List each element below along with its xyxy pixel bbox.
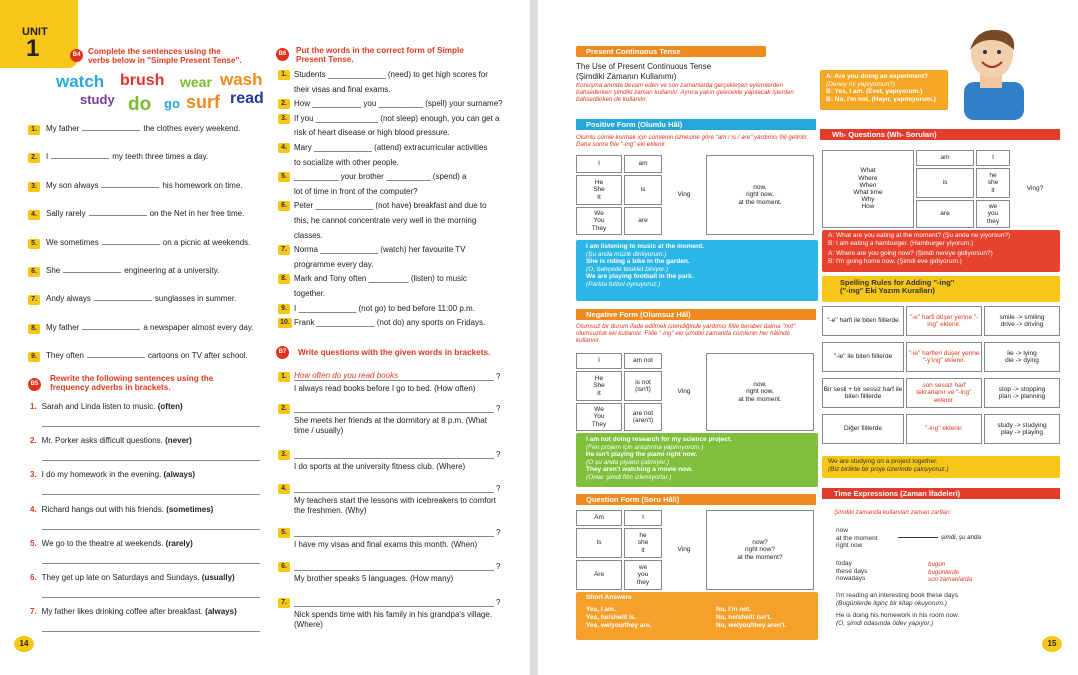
subj-we-you-they: we you they <box>976 200 1010 228</box>
item-text: Richard hangs out with his friends. <box>41 504 167 514</box>
right-page <box>538 0 1078 675</box>
blank <box>102 244 160 245</box>
verb-ing: Ving <box>664 353 704 431</box>
subj-we-you-they: we you they <box>624 560 662 590</box>
item-number: 7. <box>30 607 37 617</box>
page-number-right: 15 <box>1042 636 1062 652</box>
subj-he-she-it: He She It <box>576 371 622 401</box>
b5-item <box>30 470 262 480</box>
item-text: Students _____________ (need) to get high scores for <box>294 70 488 79</box>
subj-we-you-they: We You They <box>576 207 622 235</box>
answer-line <box>294 536 494 537</box>
answer-line <box>294 412 494 413</box>
rule-example: lie -> lying die -> dying <box>984 342 1060 372</box>
b5-item <box>30 505 262 515</box>
use-subtitle: (Şimdiki Zamanın Kullanımı) <box>576 72 677 81</box>
study-example: We are studying on a project together. (Biz birlikte bir proje üzerinde çalışıyoruz.) <box>822 456 1060 478</box>
rule-example: stop -> stopping plan -> planning <box>984 378 1060 408</box>
answer-line <box>42 597 260 598</box>
question-mark: ? <box>496 484 501 493</box>
item-text-a: She <box>46 266 61 275</box>
b5-instruction: Rewrite the following sentences using the frequency adverbs in brackets. <box>50 374 214 392</box>
item-number: 2. <box>278 99 290 109</box>
item-text-a: Sally rarely <box>46 209 86 219</box>
answer-line <box>42 426 260 427</box>
use-description: Konuşma anında devam eden ve son zamanlarda gerçekleşen eylemlerden bahsederken şimdiki zaman kullanılır. Ayrıca yakın gelecekte yapılacak işlerden bahsedilirken de kullanılır. <box>576 82 794 104</box>
item-text: Mary _____________ (attend) extracurricular activities <box>294 143 488 152</box>
item-text-b: engineering at a university. <box>124 266 220 275</box>
answer-line <box>42 563 260 564</box>
positive-bar: Positive Form (Olumlu Hâl) <box>576 119 816 130</box>
item-text: their visas and final exams. <box>294 84 391 94</box>
b4-item <box>28 266 268 277</box>
question-mark: ? <box>496 372 501 381</box>
negative-table <box>576 353 816 431</box>
item-text: We go to the theatre at weekends. <box>41 538 166 548</box>
item-number: 4. <box>278 143 290 153</box>
boy-photo <box>946 20 1036 120</box>
subj-he-she-it: He She It <box>576 175 622 205</box>
item-number: 4. <box>30 504 37 514</box>
item-text-b: a newspaper almost every day. <box>143 322 254 332</box>
subj-i: I <box>624 510 662 526</box>
item-text: this, he cannot concentrate very well in the morning <box>294 216 477 225</box>
item-number: 7. <box>28 295 40 305</box>
wh-examples: A: What are you eating at the moment? (Şu anda ne yiyorsun?) B: I am eating a hamburger. (Hamburger yiyorum.) A: Where are you going now? (Şimdi nereye gidiyorsun?) B: I'm going home now. (Şimdi eve gidiyorum.) <box>822 230 1060 272</box>
b5-item <box>30 607 262 617</box>
aux-is: is <box>624 175 662 205</box>
word-read: read <box>230 90 264 107</box>
b4-item <box>28 294 268 305</box>
item-number: 10. <box>278 318 292 328</box>
rule-action: "-ie" harfleri düşer yerine "-y'ing" eklenir. <box>906 342 982 372</box>
item-number: 5. <box>30 538 37 548</box>
answer-line <box>42 494 260 495</box>
wh-bar: Wh- Questions (Wh- Soruları) <box>820 129 1060 140</box>
item-number: 1. <box>278 70 290 80</box>
question-mark: ? <box>496 404 501 413</box>
item-number: 2. <box>278 404 290 414</box>
word-study: study <box>80 92 115 107</box>
item-number: 5. <box>28 239 40 249</box>
rule-condition: "-ie" ile biten fiillerde <box>822 342 904 372</box>
aux-are-not: are not (aren't) <box>624 403 662 431</box>
blank <box>101 187 159 188</box>
negative-description: Olumsuz bir durum ifade edilmek istendiğinde yardımcı fiille beraber daima "not" olumsuzluk eki kullanılır. Fiille "-ing" eki şimdiki zamanda cümlenin her hâlinde kullanılır. <box>576 323 796 345</box>
item-prompt: I do sports at the university fitness club. (Where) <box>294 462 466 471</box>
item-text: __________ your brother __________ (spend) a <box>294 172 467 182</box>
aux-is: Is <box>576 528 622 558</box>
item-number: 7. <box>278 245 290 255</box>
item-number: 6. <box>278 562 290 572</box>
page-number-left: 14 <box>14 636 34 652</box>
item-prompt: (sometimes) <box>166 504 214 514</box>
b5-item <box>30 573 262 583</box>
blank <box>89 215 147 216</box>
b7-badge: B7 <box>276 346 289 359</box>
item-text-a: My son always <box>46 180 99 190</box>
rule-condition: "-e" harfi ile biten fiillerde <box>822 306 904 336</box>
item-text-a: Andy always <box>46 294 91 304</box>
item-number: 6. <box>28 267 40 277</box>
item-text-a: My father <box>46 322 80 332</box>
item-text-b: sunglasses in summer. <box>154 294 237 304</box>
b5-item <box>30 402 262 412</box>
item-number: 9. <box>28 352 40 362</box>
b5-item <box>30 436 262 446</box>
item-text: Norma _____________ (watch) her favourite TV <box>294 245 466 255</box>
aux-am-not: am not <box>624 353 662 369</box>
answer-line <box>42 460 260 461</box>
question-mark: ? <box>496 450 501 459</box>
item-prompt: (always) <box>205 607 237 617</box>
item-prompt: (often) <box>157 402 183 411</box>
b5-badge: B5 <box>28 378 41 391</box>
b6-badge: B6 <box>276 48 289 61</box>
rule-action: son sessiz harf tekrarlanır ve "-ing" eklenir. <box>906 378 982 408</box>
item-prompt: (usually) <box>201 573 235 582</box>
item-text-b: on a picnic at weekends. <box>162 237 251 247</box>
item-prompt: I have my visas and final exams this month. (When) <box>294 540 478 549</box>
item-number: 6. <box>30 573 37 582</box>
item-prompt: She meets her friends at the dormitory at 8 p.m. (What time / usually) <box>294 416 487 435</box>
b4-instruction: Complete the sentences using the verbs below in "Simple Present Tense". <box>88 47 242 65</box>
answer-line <box>294 570 494 571</box>
item-prompt: My brother speaks 5 languages. (How many) <box>294 574 454 583</box>
time-group-1-tr: şimdi, şu anda <box>941 534 981 541</box>
time-expressions: now? right now? at the moment? <box>706 510 814 590</box>
time-group-1: now at the moment right now <box>836 527 878 549</box>
aux-are: are <box>624 207 662 235</box>
item-text: My father likes drinking coffee after breakfast. <box>41 607 206 617</box>
rule-condition: Diğer fiillerde <box>822 414 904 444</box>
arrow-line <box>898 537 938 538</box>
aux-am: Am <box>576 510 622 526</box>
blank <box>51 158 109 159</box>
item-number: 2. <box>30 436 37 446</box>
item-text-b: cartoons on TV after school. <box>147 351 248 361</box>
item-text: programme every day. <box>294 259 374 269</box>
item-text-a: We sometimes <box>46 237 99 247</box>
subj-he-she-it: he she it <box>624 528 662 558</box>
positive-table <box>576 155 816 235</box>
b4-item <box>28 152 268 163</box>
negative-bar: Negative Form (Olumsuz Hâl) <box>576 309 816 320</box>
item-number: 4. <box>278 484 290 494</box>
question-mark: ? <box>496 528 501 537</box>
item-text: risk of heart disease or high blood pressure. <box>294 128 450 138</box>
b5-item <box>30 539 262 549</box>
item-number: 5. <box>278 528 290 538</box>
item-text-b: on the Net in her free time. <box>149 209 245 219</box>
rule-example: study -> studying play -> playing <box>984 414 1060 444</box>
blank <box>82 130 140 131</box>
item-text: I do my homework in the evening. <box>41 470 164 480</box>
item-prompt: (always) <box>163 470 196 480</box>
item-prompt: I always read books before I go to bed. (How often) <box>294 384 476 393</box>
spelling-table <box>822 306 1060 454</box>
b6-instruction: Put the words in the correct form of Simple Present Tense. <box>296 46 464 64</box>
item-prompt: My teachers start the lessons with icebreakers to comfort the freshmen. (Why) <box>294 496 496 515</box>
item-number: 1. <box>278 372 290 382</box>
time-group-2: today these days nowadays <box>836 560 868 582</box>
item-prompt: Nick spends time with his family in his grandpa's village. (Where) <box>294 610 493 629</box>
unit-label: UNIT <box>22 26 48 38</box>
b4-item <box>28 124 268 135</box>
item-prompt: (never) <box>165 436 192 446</box>
left-page <box>0 0 530 675</box>
word-surf: surf <box>186 92 221 112</box>
verb-ing: Ving <box>664 155 704 235</box>
item-text: If you ______________ (not sleep) enough, you can get a <box>294 113 500 123</box>
item-number: 2. <box>28 153 40 163</box>
answer-line <box>294 492 494 493</box>
unit-number: 1 <box>26 35 40 62</box>
b4-item <box>28 238 268 249</box>
negative-examples: I am not doing research for my science project. (Fen projem için araştırma yapmıyorum.) He isn't playing the piano right now. (O şu anda piyano çalmıyor.) They aren't watching a movie now. (Onlar şimdi film izlemiyorlar.) <box>576 433 818 487</box>
rule-action: "-ing" eklenir. <box>906 414 982 444</box>
aux-is: is <box>916 168 974 198</box>
subj-i: I <box>976 150 1010 166</box>
verb-ing: Ving <box>664 510 704 590</box>
b7-instruction: Write questions with the given words in brackets. <box>298 348 491 357</box>
item-number: 9. <box>278 304 290 314</box>
word-do: do <box>128 94 152 115</box>
subj-we-you-they: We You They <box>576 403 622 431</box>
item-text-b: his homework on time. <box>162 180 243 190</box>
subj-he-she-it: he she it <box>976 168 1010 198</box>
question-table <box>576 510 816 590</box>
item-text: together. <box>294 289 326 298</box>
rule-action: "-e" harfi düşer yerine "-ing" eklenir. <box>906 306 982 336</box>
b4-word-cloud <box>56 70 276 116</box>
question-mark: ? <box>496 598 501 607</box>
item-text: Sarah and Linda listen to music. <box>41 402 158 411</box>
item-number: 1. <box>28 125 40 135</box>
use-title: The Use of Present Continuous Tense <box>576 62 712 71</box>
time-group-2-tr: bugün bugünlerde son zamanlarda <box>928 561 973 583</box>
aux-are: are <box>916 200 974 228</box>
item-number: 8. <box>278 274 290 284</box>
aux-am: am <box>624 155 662 173</box>
item-text: lot of time in front of the computer? <box>294 186 418 196</box>
word-brush: brush <box>120 72 165 89</box>
item-text: to socialize with other people. <box>294 157 399 167</box>
b4-item <box>28 209 268 220</box>
item-text-a: They often <box>46 351 84 361</box>
answer-line <box>294 606 494 607</box>
question-mark: ? <box>496 562 501 571</box>
item-text: How ___________ you __________ (spell) your surname? <box>294 99 503 109</box>
time-expressions: now, right now, at the moment. <box>706 155 814 235</box>
blank <box>87 357 145 358</box>
subj-i: I <box>576 353 622 369</box>
aux-is-not: is not (isn't) <box>624 371 662 401</box>
aux-am: am <box>916 150 974 166</box>
short-answers: Short Answers Yes, I am. No, I'm not. Yes, he/she/it is. No, he/she/it isn't. Yes, we/you/they are. No, we/you/they aren't. <box>576 592 818 640</box>
positive-examples: I am listening to music at the moment. (Şu anda müzik dinliyorum.) She is riding a bike in the garden. (O, bahçede bisiklet biniyor.) We are playing football in the park. (Parkta futbol oynuyoruz.) <box>576 240 818 301</box>
item-text-b: my teeth three times a day. <box>112 152 209 162</box>
time-bar: Time Expressions (Zaman İfadeleri) <box>822 488 1060 499</box>
word-go: go <box>164 96 180 111</box>
item-text-a: I <box>46 152 49 162</box>
item-text: Peter _____________ (not have) breakfast and due to <box>294 201 487 211</box>
b4-badge: B4 <box>70 49 83 62</box>
question-answer: How often do you read books <box>294 371 399 380</box>
word-watch: watch <box>56 72 105 91</box>
b4-item <box>28 323 268 334</box>
subj-i: I <box>576 155 622 173</box>
positive-description: Olumlu cümle kurmak için cümlenin öznesine göre "am / is / are" yardımcı fiili getirilir. Daha sonra fiile "-ing" eki eklenir. <box>576 134 809 149</box>
blank <box>63 272 121 273</box>
verb-ing: Ving? <box>1012 150 1058 228</box>
rule-condition: Bir sesli + bir sessiz harf ile biten fiillerde <box>822 378 904 408</box>
title-bar: Present Continuous Tense <box>576 46 766 57</box>
item-number: 3. <box>278 114 290 124</box>
wh-table <box>822 150 1058 228</box>
word-wear: wear <box>180 74 212 90</box>
item-number: 3. <box>30 470 37 480</box>
item-prompt: (rarely) <box>165 538 193 548</box>
item-text-a: My father <box>46 124 80 133</box>
item-text: Mr. Porker asks difficult questions. <box>41 436 166 446</box>
item-text: Frank _____________ (not do) any sports on Fridays. <box>294 318 486 328</box>
item-number: 6. <box>278 201 290 211</box>
answer-line <box>294 380 494 381</box>
item-text: classes. <box>294 230 323 240</box>
b4-item <box>28 351 268 362</box>
item-number: 5. <box>278 172 290 182</box>
rule-example: smile -> smiling drive -> driving <box>984 306 1060 336</box>
spelling-title: Spelling Rules for Adding "-ing" ("-ing" Eki Yazım Kuralları) <box>822 276 1060 302</box>
item-text: Mark and Tony often _________ (listen) to music <box>294 274 467 284</box>
blank <box>94 300 152 301</box>
item-number: 1. <box>30 402 37 411</box>
question-bar: Question Form (Soru Hâli) <box>576 494 816 505</box>
item-number: 3. <box>28 182 40 192</box>
item-text-b: the clothes every weekend. <box>143 124 241 133</box>
time-description: Şimdiki zamanda kullanılan zaman zarfları: <box>834 509 952 516</box>
aux-are: Are <box>576 560 622 590</box>
item-number: 4. <box>28 210 40 220</box>
item-text: I _____________ (not go) to bed before 11:00 p.m. <box>294 303 475 313</box>
orange-dialog: A: Are you doing an experiment? (Deney mi yapıyorsun?) B: Yes, I am. (Evet, yapıyorum.) B: No, I'm not. (Hayır, yapmıyorum.) <box>820 70 948 110</box>
blank <box>82 329 140 330</box>
word-wash: wash <box>220 70 263 89</box>
answer-line <box>42 631 260 632</box>
item-number: 7. <box>278 598 290 608</box>
item-number: 3. <box>278 450 290 460</box>
item-number: 8. <box>28 324 40 334</box>
time-examples: I'm reading an interesting book these days. (Bugünlerde ilginç bir kitap okuyorum.) He is doing his homework in his room now. (O, şimdi odasında ödev yapıyor.) <box>836 592 960 627</box>
b4-item <box>28 181 268 192</box>
answer-line <box>294 458 494 459</box>
time-expressions: now, right now, at the moment. <box>706 353 814 431</box>
item-text: They get up late on Saturdays and Sundays. <box>41 573 202 582</box>
wh-words: What Where When What time Why How <box>822 150 914 228</box>
answer-line <box>42 529 260 530</box>
